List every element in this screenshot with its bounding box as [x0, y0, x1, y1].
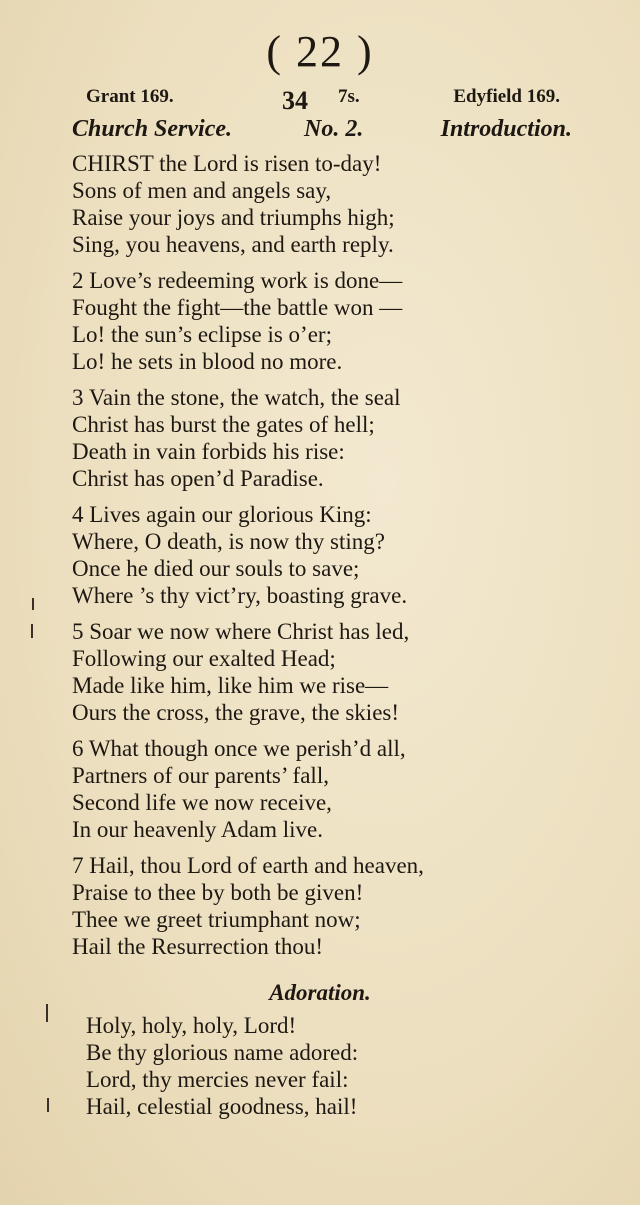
heading-title: Church Service.	[72, 116, 233, 142]
hymn-text	[72, 150, 592, 969]
stanza-3	[72, 384, 592, 492]
heading-subject: Introduction.	[440, 116, 572, 142]
margin-mark	[47, 1098, 49, 1112]
verse-line: Raise your joys and triumphs high;	[72, 205, 395, 230]
verse-line: Ours the cross, the grave, the skies!	[72, 700, 400, 725]
verse-line: In our heavenly Adam live.	[72, 817, 324, 842]
page-number: ( 22 )	[266, 27, 374, 76]
verse-line: Lord, thy mercies never fail:	[86, 1067, 349, 1092]
heading-number: No. 2.	[304, 116, 364, 142]
margin-mark	[31, 624, 33, 638]
meter: 7s.	[338, 86, 360, 107]
stanza-5	[72, 618, 592, 726]
tune-right: Edyfield 169.	[453, 86, 560, 107]
verse-line: Where, O death, is now thy sting?	[72, 529, 385, 554]
verse-line: 6 What though once we perish’d all,	[72, 736, 406, 761]
stanza-2	[72, 267, 592, 375]
verse-line: Hail the Resurrection thou!	[72, 934, 324, 959]
verse-line: Lo! he sets in blood no more.	[72, 349, 343, 374]
hymn-number: 34	[282, 86, 308, 115]
verse-line: 4 Lives again our glorious King:	[72, 502, 372, 527]
verse-line: Christ has open’d Paradise.	[72, 466, 324, 491]
verse-line: Holy, holy, holy, Lord!	[86, 1013, 297, 1038]
verse-line: Following our exalted Head;	[72, 646, 336, 671]
stanza-4	[72, 501, 592, 609]
verse-line: Death in vain forbids his rise:	[72, 439, 345, 464]
stanza-1	[72, 150, 592, 258]
verse-line: Sing, you heavens, and earth reply.	[72, 232, 394, 257]
verse-line: 7 Hail, thou Lord of earth and heaven,	[72, 853, 424, 878]
margin-mark	[46, 1004, 48, 1022]
verse-line: Where ’s thy vict’ry, boasting grave.	[72, 583, 408, 608]
verse-line: Be thy glorious name adored:	[86, 1040, 359, 1065]
verse-line: Thee we greet triumphant now;	[72, 907, 361, 932]
stanza-6	[72, 735, 592, 843]
verse-line: 5 Soar we now where Christ has led,	[72, 619, 410, 644]
verse-line: Made like him, like him we rise—	[72, 673, 389, 698]
verse-line: Partners of our parents’ fall,	[72, 763, 329, 788]
adoration-title: Adoration.	[269, 980, 371, 1005]
verse-line: Hail, celestial goodness, hail!	[86, 1094, 358, 1119]
verse-line: Second life we now receive,	[72, 790, 332, 815]
verse-line: Christ has burst the gates of hell;	[72, 412, 375, 437]
verse-line: Praise to thee by both be given!	[72, 880, 364, 905]
verse-line: Once he died our souls to save;	[72, 556, 360, 581]
adoration-text	[86, 1012, 566, 1120]
verse-line: 2 Love’s redeeming work is done—	[72, 268, 403, 293]
verse-line: Lo! the sun’s eclipse is o’er;	[72, 322, 332, 347]
stanza-7	[72, 852, 592, 960]
verse-line: Sons of men and angels say,	[72, 178, 332, 203]
verse-line: 3 Vain the stone, the watch, the seal	[72, 385, 401, 410]
verse-line: CHIRST the Lord is risen to-day!	[72, 151, 382, 176]
margin-mark	[32, 598, 34, 610]
verse-line: Fought the fight—the battle won —	[72, 295, 403, 320]
hymn-heading	[72, 116, 572, 148]
tune-left: Grant 169.	[86, 86, 174, 107]
tune-line	[86, 86, 560, 116]
